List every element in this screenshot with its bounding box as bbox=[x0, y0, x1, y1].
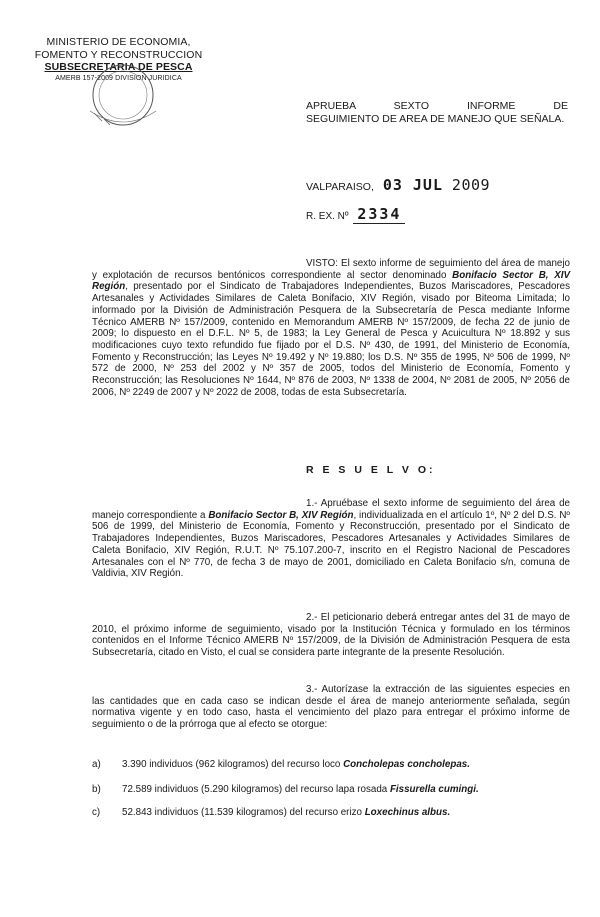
species-item-a bbox=[92, 759, 570, 771]
title-line-1: APRUEBA SEXTO INFORME DE bbox=[306, 100, 568, 112]
visto-sector: Bonifacio Sector B, XIV Región bbox=[92, 269, 570, 293]
official-stamp bbox=[80, 63, 166, 133]
header-reference: AMERB 157-2009 DIVISION JURIDICA bbox=[55, 74, 182, 82]
resuelvo-heading: R E S U E L V O: bbox=[306, 464, 436, 476]
item-species: Fissurella cumingi. bbox=[389, 784, 479, 795]
p1-sector: Bonifacio Sector B, XIV Región bbox=[208, 509, 354, 521]
visto-rest: , presentado por el Sindicato de Trabajadores Independientes, Buzos Mariscadores, Pescadores Artesanales y Actividades Similares de Caleta Bonifacio, XIV Región, visado por Biteoma Limitada; lo informado por la División de Administración Pesquera de la Subsecretaría de Pesca mediante Informe Técnico AMERB Nº 157/2009, contenido en Memorandum AMERB Nº 157/2009, de fecha 22 de junio de 2009; lo dispuesto en el D.F.L. Nº 5, de 1983; la Ley General de Pesca y Acuicultura Nº 18.892 y sus modificaciones cuyo texto refundido fue fijado por el D.S. Nº 430, de 1991, del Ministerio de Economía, Fomento y Reconstrucción; las Leyes Nº 19.492 y Nº 19.880; los D.S. Nº 355 de 1995, Nº 506 de 1999, Nº 572 de 2000, Nº 253 del 2002 y Nº 357 de 2005, todos del Ministerio de Economía, Fomento y Reconstrucción; las Resoluciones Nº 1644, Nº 876 de 2003, Nº 1338 de 2004, Nº 2081 de 2005, Nº 2056 de 2006, Nº 2249 de 2007 y Nº 2022 de 2008, todas de esta Subsecretaría. bbox=[92, 281, 570, 398]
resolution-number: 2334 bbox=[353, 205, 405, 224]
resolution-point-2: 2.- El peticionario deberá entregar antes del 31 de mayo de 2010, el próximo informe de seguimiento, visado por la Institución Técnica y formulado en los términos contenidos en el Informe Técnico AMERB Nº 157/2009, de la División de Administración Pesquera de esta Subsecretaría, citado en Visto, el cual se considera parte integrante de la presente Resolución. bbox=[92, 612, 570, 659]
date-day-month: 03 JUL bbox=[382, 176, 443, 194]
item-species: Concholepas concholepas. bbox=[343, 759, 470, 770]
p1-rest: , individualizada en el artículo 1º, Nº 2 del D.S. Nº 506 de 1999, del Ministerio de Economía, Fomento y Reconstrucción, presentado por el Sindicato de Trabajadores Independientes, Buzos Mariscadores, Pescadores Artesanales y Actividades Similares de Caleta Bonifacio, XIV Región, R.U.T. Nº 75.107.200-7, inscrito en el Registro Nacional de Pescadores Artesanales con el Nº 770, de fecha 3 de mayo de 2001, domiciliado en Caleta Bonifacio s/n, comuna de Valdivia, XIV Región. bbox=[92, 509, 570, 580]
item-text: 72.589 individuos (5.290 kilogramos) del recurso lapa rosada bbox=[122, 784, 390, 795]
visto-paragraph bbox=[92, 258, 570, 398]
visto-lead: VISTO: El sexto informe de seguimiento del área de manejo y explotación de recursos bentónicos correspondiente al sector denominado bbox=[92, 258, 570, 281]
item-marker: a) bbox=[92, 759, 101, 770]
item-text: 3.390 individuos (962 kilogramos) del recurso loco bbox=[122, 759, 344, 770]
ministry-name-2: FOMENTO Y RECONSTRUCCION bbox=[34, 48, 203, 61]
date-year: 2009 bbox=[451, 176, 491, 194]
item-text: 52.843 individuos (11.539 kilogramos) del recurso erizo bbox=[122, 807, 365, 818]
item-marker: c) bbox=[92, 807, 101, 818]
p1-lead: 1.- Apruébase el sexto informe de seguimiento del área de manejo correspondiente a bbox=[92, 498, 570, 521]
date-place: VALPARAISO, bbox=[306, 181, 374, 193]
item-marker: b) bbox=[92, 784, 101, 795]
ministry-name: MINISTERIO DE ECONOMIA, bbox=[46, 36, 191, 48]
species-item-c bbox=[92, 807, 570, 819]
resolution-title bbox=[306, 100, 568, 126]
species-item-b bbox=[92, 784, 570, 796]
date-line bbox=[306, 176, 490, 194]
resolution-point-3: 3.- Autorízase la extracción de las siguientes especies en las cantidades que en cada caso se indican desde el área de manejo anteriormente señalada, según normativa vigente y en todo caso, hasta el vencimiento del plazo para entregar el próximo informe de seguimiento o de la prórroga que al efecto se otorgue: bbox=[92, 684, 570, 731]
subsecretaria-name: SUBSECRETARIA DE PESCA bbox=[44, 61, 193, 73]
title-line-2: SEGUIMIENTO DE AREA DE MANEJO QUE SEÑALA. bbox=[306, 113, 565, 125]
item-species: Loxechinus albus. bbox=[364, 807, 451, 818]
resolution-point-1 bbox=[92, 498, 570, 580]
resolution-number-line bbox=[306, 205, 405, 223]
resolution-label: R. EX. Nº bbox=[306, 211, 349, 222]
